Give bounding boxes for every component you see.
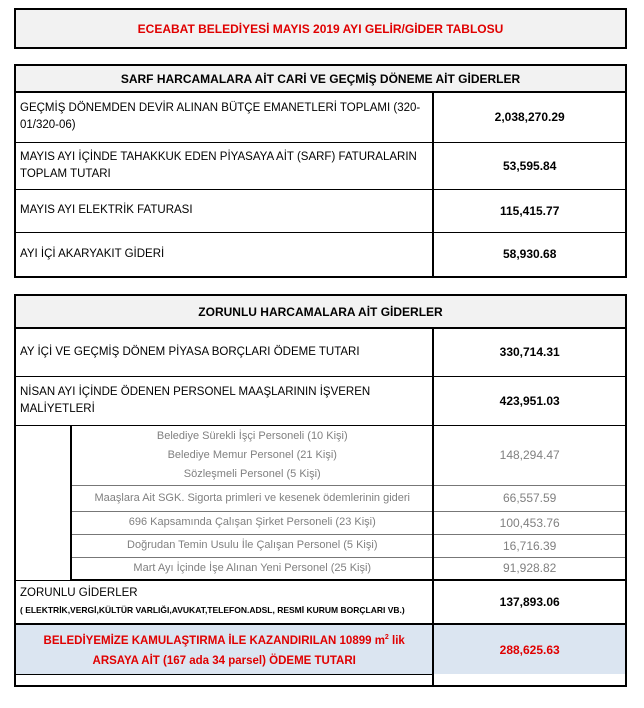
row-label [15,580,433,624]
row-label: AY İÇİ VE GEÇMİŞ DÖNEM PİYASA BORÇLARI ÖDEME TUTARI [15,328,433,376]
row-value: 137,893.06 [433,580,626,624]
row-value: 58,930.68 [502,247,557,262]
row-label: MAYIS AYI İÇİNDE TAHAKKUK EDEN PİYASAYA AİT (SARF) FATURALARIN TOPLAM TUTARI [15,142,433,189]
row-note: ( ELEKTRİK,VERGİ,KÜLTÜR VARLIĞI,AVUKAT,TELEFON.ADSL, RESMİ KURUM BORÇLARI VB.) [20,605,405,615]
row-value: 16,716.39 [433,534,626,557]
page-title: ECEABAT BELEDİYESİ MAYIS 2019 AYI GELİR/GİDER TABLOSU [14,8,627,49]
section-header: ZORUNLU HARCAMALARA AİT GİDERLER [15,295,626,328]
current-expenses-table [14,64,627,278]
table-row [15,534,626,557]
row-label: GEÇMİŞ DÖNEMDEN DEVİR ALINAN BÜTÇE EMANETLERİ TOPLAMI (320-01/320-06) [15,92,433,142]
row-value: 115,415.77 [433,189,626,232]
row-label: Doğrudan Temin Usulu İle Çalışan Personel (5 Kişi) [71,534,433,557]
section-header: SARF HARCAMALARA AİT CARİ VE GEÇMİŞ DÖNEME AİT GİDERLER [15,65,626,92]
row-label: AYI İÇİ AKARYAKIT GİDERİ [15,232,433,277]
table-row [15,142,626,189]
row-value: 423,951.03 [433,376,626,425]
row-label: Maaşlara Ait SGK. Sigorta primleri ve kesenek ödemlerinin gideri [71,485,433,511]
personnel-line: Belediye Memur Personel (21 Kişi) [167,448,337,461]
row-value: 148,294.47 [433,425,626,485]
row-label [15,624,433,674]
superscript: 2 [384,633,389,641]
table-row [15,580,626,624]
personnel-group-label [71,425,433,485]
personnel-line: Belediye Sürekli İşçi Personeli (10 Kişi) [156,429,348,442]
row-label: 696 Kapsamında Çalışan Şirket Personeli (23 Kişi) [71,511,433,534]
table-row [15,328,626,376]
mandatory-expenses-table [14,294,627,687]
row-value: 100,453.76 [433,511,626,534]
row-label: Mart Ayı İçinde İşe Alınan Yeni Personel (25 Kişi) [71,557,433,580]
row-value: 66,557.59 [433,485,626,511]
table-row [15,92,626,142]
expropriation-label-part1: BELEDİYEMİZE KAMULAŞTIRMA İLE KAZANDIRILAN 10899 m [43,634,385,647]
table-row [15,511,626,534]
table-row [15,624,626,674]
row-value: 53,595.84 [433,142,626,189]
table-row [15,376,626,425]
row-value: 330,714.31 [433,328,626,376]
row-value: 2,038,270.29 [433,92,626,142]
expropriation-label-part2: lik ARSAYA AİT (167 ada 34 parsel) ÖDEME TUTARI [92,634,405,667]
table-row [15,232,626,277]
row-title: ZORUNLU GİDERLER [20,587,138,599]
table-row [15,557,626,580]
table-row [15,485,626,511]
table-row [15,189,626,232]
row-label: MAYIS AYI ELEKTRİK FATURASI [15,189,433,232]
row-label: NİSAN AYI İÇİNDE ÖDENEN PERSONEL MAAŞLARININ İŞVEREN MALİYETLERİ [15,376,433,425]
indent-cell [15,425,71,580]
personnel-line: Sözleşmeli Personel (5 Kişi) [183,467,321,480]
table-row [15,425,626,485]
row-value: 91,928.82 [433,557,626,580]
row-value: 288,625.63 [433,624,626,674]
